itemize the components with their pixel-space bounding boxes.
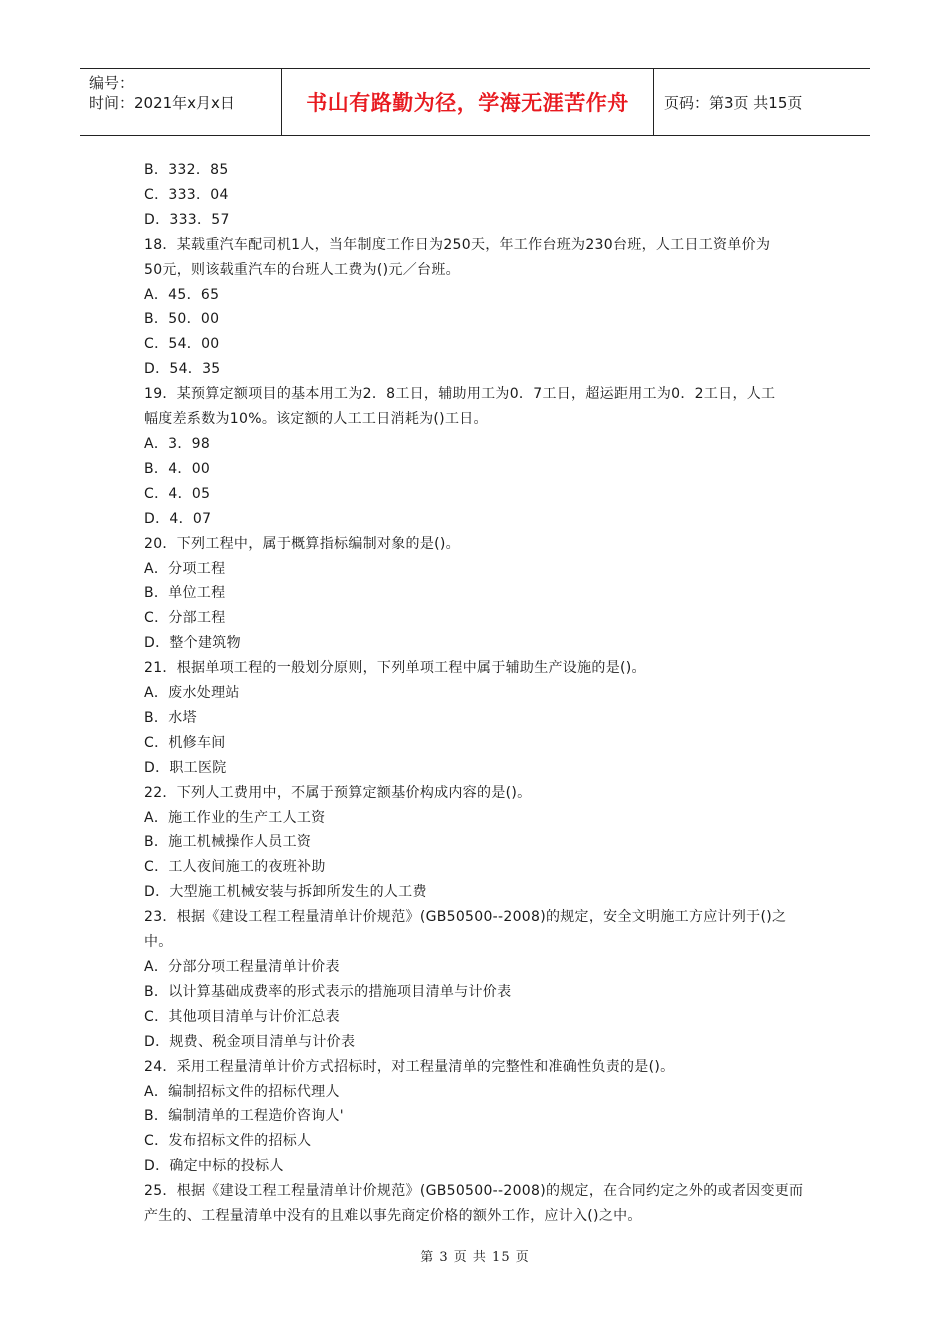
text-line: A．45．65 (144, 286, 220, 303)
text-line: 23．根据《建设工程工程量清单计价规范》(GB50500--2008)的规定，安全文明施工方应计列于()之 (144, 909, 787, 926)
text-line: 25．根据《建设工程工程量清单计价规范》(GB50500--2008)的规定，在合同约定之外的或者因变更而 (144, 1183, 804, 1200)
text-line: C．机修车间 (144, 734, 226, 751)
text-line: D．确定中标的投标人 (144, 1158, 284, 1175)
text-line: 产生的、工程量清单中没有的且难以事先商定价格的额外工作，应计入()之中。 (144, 1208, 642, 1225)
text-line: A．3．98 (144, 435, 211, 452)
page-footer: 第 3 页 共 15 页 (420, 1250, 530, 1265)
text-line: D．整个建筑物 (144, 635, 241, 652)
text-line: D．54．35 (144, 361, 221, 378)
text-line: A．废水处理站 (144, 685, 240, 702)
text-line: B．施工机械操作人员工资 (144, 834, 312, 851)
text-line: 18．某载重汽车配司机1人，当年制度工作日为250天，年工作台班为230台班，人工日工资单价为 (144, 236, 771, 253)
text-line: 幅度差系数为10%。该定额的人工工日消耗为()工日。 (144, 411, 488, 428)
text-line: B．50．00 (144, 311, 220, 328)
text-line: A．分部分项工程量清单计价表 (144, 959, 340, 975)
text-line: C．工人夜间施工的夜班补助 (144, 859, 326, 876)
text-line: 21．根据单项工程的一般划分原则，下列单项工程中属于辅助生产设施的是()。 (144, 660, 646, 677)
text-line: B．以计算基础成费率的形式表示的措施项目清单与计价表 (144, 983, 512, 1000)
text-line: C．分部工程 (144, 610, 226, 627)
text-line: B．单位工程 (144, 585, 226, 602)
text-line: 24．采用工程量清单计价方式招标时，对工程量清单的完整性和准确性负责的是()。 (144, 1058, 675, 1075)
text-line: B．332．85 (144, 162, 229, 178)
document-date: 时间：2021年x月x日 (89, 94, 235, 112)
text-line: 50元，则该载重汽车的台班人工费为()元／台班。 (144, 261, 460, 278)
text-line: C．333．04 (144, 186, 229, 203)
text-line: B．水塔 (144, 709, 197, 726)
header-page-info: 页码：第3页 共15页 (664, 93, 803, 112)
text-line: D．4．07 (144, 510, 212, 527)
text-line: C．4．05 (144, 485, 211, 502)
text-line: 19．某预算定额项目的基本用工为2．8工日，辅助用工为0．7工日，超运距用工为0．2工日，人工 (144, 386, 776, 403)
text-line: 20．下列工程中，属于概算指标编制对象的是()。 (144, 535, 460, 552)
header-motto: 书山有路勤为径，学海无涯苦作舟 (281, 69, 654, 135)
text-line: D．333．57 (144, 211, 230, 228)
text-line: A．分项工程 (144, 560, 226, 577)
text-line: 22．下列人工费用中，不属于预算定额基价构成内容的是()。 (144, 784, 532, 801)
text-line: C．发布招标文件的招标人 (144, 1133, 312, 1150)
text-line: B．4．00 (144, 460, 211, 477)
text-line: D．大型施工机械安装与拆卸所发生的人工费 (144, 884, 427, 901)
text-line: D．规费、税金项目清单与计价表 (144, 1033, 356, 1050)
text-line: A．编制招标文件的招标代理人 (144, 1083, 340, 1100)
document-number-label: 编号： (89, 74, 135, 92)
text-line: C．54．00 (144, 336, 220, 353)
text-line: C．其他项目清单与计价汇总表 (144, 1008, 340, 1025)
document-body (144, 158, 812, 1229)
page-header (80, 68, 870, 136)
text-line: 中。 (144, 934, 173, 951)
text-line: D．职工医院 (144, 759, 227, 776)
header-meta (80, 69, 281, 135)
text-line: B．编制清单的工程造价咨询人' (144, 1108, 344, 1125)
text-line: A．施工作业的生产工人工资 (144, 809, 326, 826)
